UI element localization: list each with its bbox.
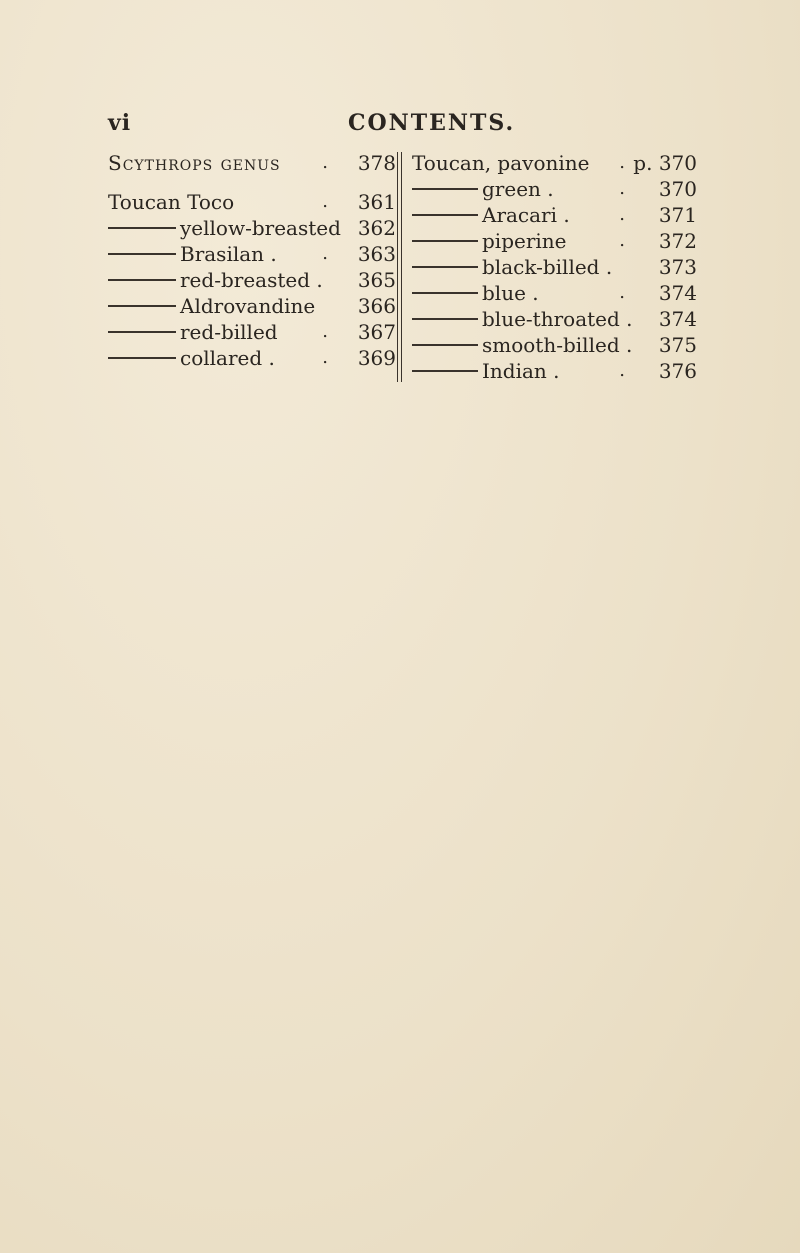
contents-entry — [108, 293, 398, 319]
entry-label: Toucan Toco — [108, 190, 235, 214]
entry-label: red-billed — [180, 320, 278, 344]
contents-right-column — [412, 150, 697, 384]
entry-label: Scythrops genus — [108, 151, 281, 175]
contents-entry — [108, 345, 398, 371]
contents-entry — [412, 150, 697, 176]
entry-spacer — [108, 176, 398, 189]
contents-entry — [108, 319, 398, 345]
entry-leader: . — [619, 152, 625, 173]
entry-leader: . — [619, 282, 625, 303]
entry-leader: . — [322, 243, 328, 264]
entry-page-number: 371 — [658, 203, 697, 227]
entry-page-number: 362 — [357, 216, 396, 240]
column-divider — [397, 152, 402, 382]
entry-leader: . — [322, 191, 328, 212]
ditto-dash — [412, 214, 478, 216]
entry-page-number: 366 — [357, 294, 396, 318]
ditto-dash — [108, 227, 176, 229]
contents-entry — [108, 267, 398, 293]
entry-label: yellow-breasted — [180, 216, 341, 240]
ditto-dash — [412, 344, 478, 346]
entry-leader: . — [322, 321, 328, 342]
contents-entry — [412, 228, 697, 254]
entry-page-number: 367 — [357, 320, 396, 344]
contents-entry — [108, 215, 398, 241]
entry-label: black-billed . — [482, 255, 613, 279]
entry-label: red-breasted . — [180, 268, 323, 292]
contents-left-column — [108, 150, 398, 371]
ditto-dash — [412, 318, 478, 320]
entry-leader: . — [322, 152, 328, 173]
entry-label: Indian . — [482, 359, 560, 383]
entry-label: blue . — [482, 281, 539, 305]
entry-page-number: 376 — [658, 359, 697, 383]
ditto-dash — [108, 305, 176, 307]
ditto-dash — [108, 357, 176, 359]
contents-entry — [412, 202, 697, 228]
entry-page-number: 374 — [658, 307, 697, 331]
page-folio: vi — [108, 110, 132, 136]
contents-entry — [412, 254, 697, 280]
entry-label: smooth-billed . — [482, 333, 633, 357]
ditto-dash — [412, 266, 478, 268]
entry-label: Aldrovandine — [180, 294, 316, 318]
contents-entry — [412, 280, 697, 306]
entry-label: Toucan, pavonine — [412, 151, 590, 175]
entry-page-number: 363 — [357, 242, 396, 266]
entry-page-number: p. 370 — [633, 151, 697, 175]
entry-page-number: 374 — [658, 281, 697, 305]
entry-page-number: 361 — [357, 190, 396, 214]
entry-leader: . — [322, 347, 328, 368]
entry-leader: . — [619, 204, 625, 225]
contents-entry — [108, 189, 398, 215]
ditto-dash — [108, 279, 176, 281]
entry-page-number: 375 — [658, 333, 697, 357]
ditto-dash — [108, 253, 176, 255]
contents-entry — [412, 306, 697, 332]
entry-page-number: 365 — [357, 268, 396, 292]
entry-page-number: 372 — [658, 229, 697, 253]
entry-leader: . — [619, 360, 625, 381]
contents-entry — [108, 241, 398, 267]
entry-page-number: 378 — [357, 151, 396, 175]
entry-page-number: 370 — [658, 177, 697, 201]
entry-label: Aracari . — [482, 203, 570, 227]
contents-entry — [412, 176, 697, 202]
ditto-dash — [412, 292, 478, 294]
entry-label: collared . — [180, 346, 275, 370]
ditto-dash — [108, 331, 176, 333]
entry-label: Brasilan . — [180, 242, 277, 266]
ditto-dash — [412, 188, 478, 190]
entry-page-number: 373 — [658, 255, 697, 279]
ditto-dash — [412, 240, 478, 242]
entry-page-number: 369 — [357, 346, 396, 370]
entry-label: piperine — [482, 229, 567, 253]
ditto-dash — [412, 370, 478, 372]
contents-entry — [412, 358, 697, 384]
contents-entry — [412, 332, 697, 358]
entry-label: green . — [482, 177, 554, 201]
entry-leader: . — [619, 178, 625, 199]
running-head: CONTENTS. — [348, 110, 516, 136]
entry-label: blue-throated . — [482, 307, 633, 331]
contents-entry — [108, 150, 398, 176]
entry-leader: . — [619, 230, 625, 251]
